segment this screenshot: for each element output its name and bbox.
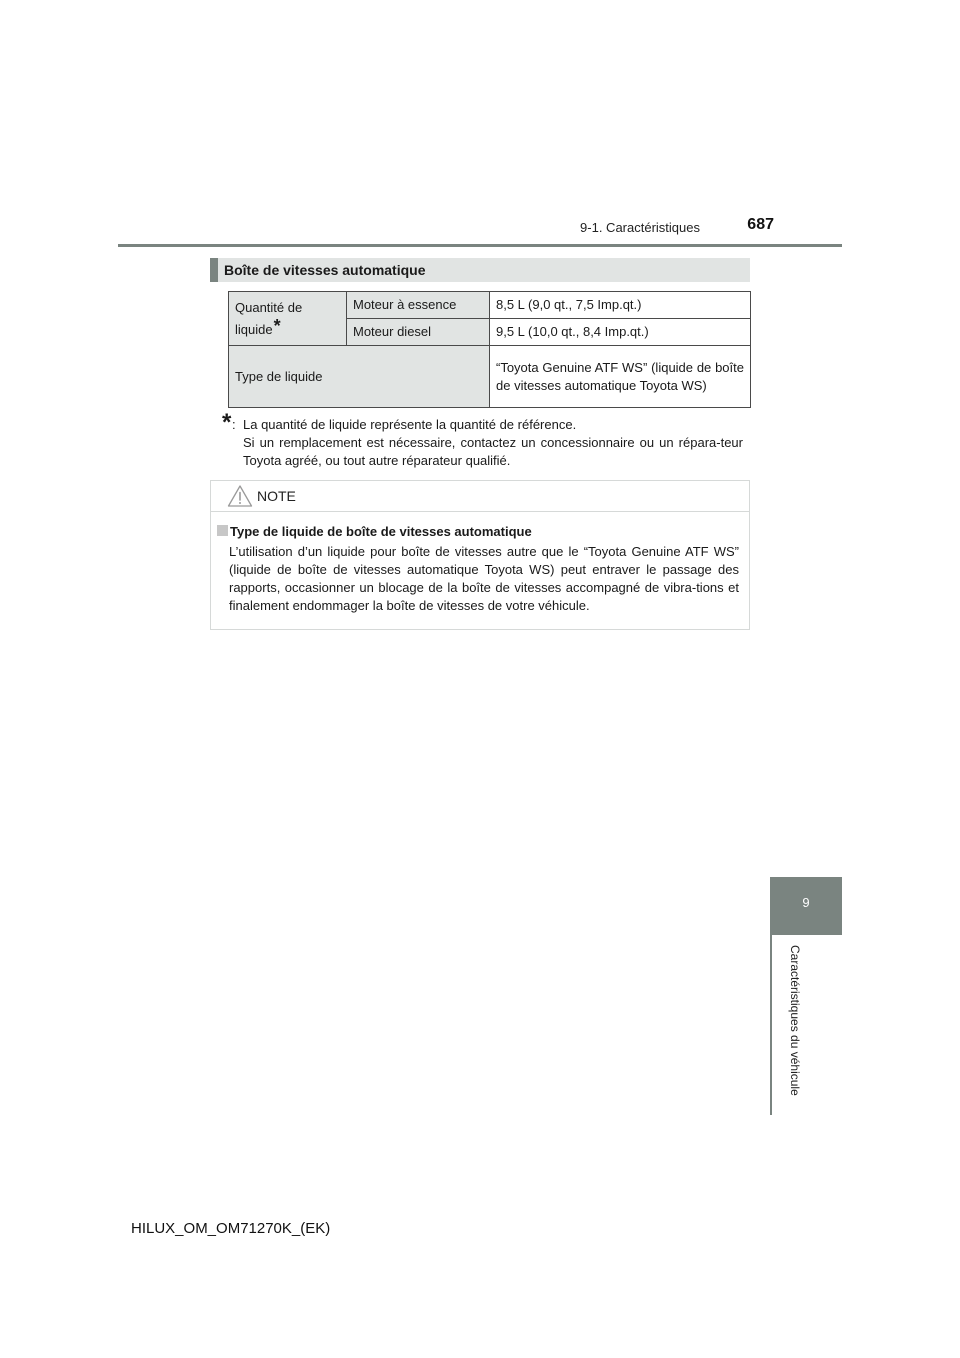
- section-heading-title: Boîte de vitesses automatique: [224, 262, 426, 278]
- chapter-side-line: [770, 935, 772, 1115]
- chapter-title: Caractéristiques du véhicule: [788, 945, 802, 1096]
- fluid-capacity-label-cell: [229, 292, 347, 346]
- chapter-number: 9: [802, 895, 810, 910]
- warning-triangle-icon: [227, 484, 253, 508]
- section-heading: [210, 258, 750, 282]
- chapter-tab: [770, 877, 842, 935]
- footnote-star: *: [222, 409, 232, 436]
- header-rule: [118, 244, 842, 247]
- engine-type-diesel: Moteur diesel: [347, 319, 490, 346]
- capacity-diesel: 9,5 L (10,0 qt., 8,4 Imp.qt.): [490, 319, 751, 346]
- section-heading-bar: [210, 258, 218, 282]
- footnote-line-2: Si un remplacement est nécessaire, contactez un concessionnaire ou un répara-teur Toyota agréé, ou tout autre réparateur qualifié.: [243, 435, 743, 468]
- spec-table: [228, 291, 751, 408]
- fluid-capacity-label: Quantité de liquide: [235, 299, 303, 337]
- note-box: [210, 480, 750, 630]
- note-header: [211, 481, 749, 512]
- page-number: 687: [747, 216, 774, 233]
- fluid-type-label: Type de liquide: [229, 346, 490, 408]
- capacity-petrol: 8,5 L (9,0 qt., 7,5 Imp.qt.): [490, 292, 751, 319]
- square-bullet-icon: [217, 525, 228, 536]
- note-text: L’utilisation d’un liquide pour boîte de vitesses autre que le “Toyota Genuine ATF WS” (liquide de boîte de vitesses automatique Toyota WS) peut entraver le passage des rapports, occasionner un blocage de la boîte de vitesses accompagné de vibra-tions et finalement endommager la boîte de vitesses de votre véhicule.: [229, 544, 739, 613]
- table-row: [229, 292, 751, 319]
- section-label: 9-1. Caractéristiques: [580, 220, 700, 235]
- footnote-line-1: La quantité de liquide représente la quantité de référence.: [243, 417, 577, 432]
- document-code: HILUX_OM_OM71270K_(EK): [131, 1220, 331, 1237]
- fluid-type-value: “Toyota Genuine ATF WS” (liquide de boîte de vitesses automatique Toyota WS): [490, 346, 751, 408]
- footnote-mark: *: [273, 315, 281, 336]
- footnote-separator: :: [232, 417, 236, 432]
- table-row: [229, 346, 751, 408]
- note-title: NOTE: [257, 488, 296, 504]
- footnote-text: [243, 416, 743, 470]
- note-subtitle: Type de liquide de boîte de vitesses automatique: [230, 524, 532, 539]
- engine-type-petrol: Moteur à essence: [347, 292, 490, 319]
